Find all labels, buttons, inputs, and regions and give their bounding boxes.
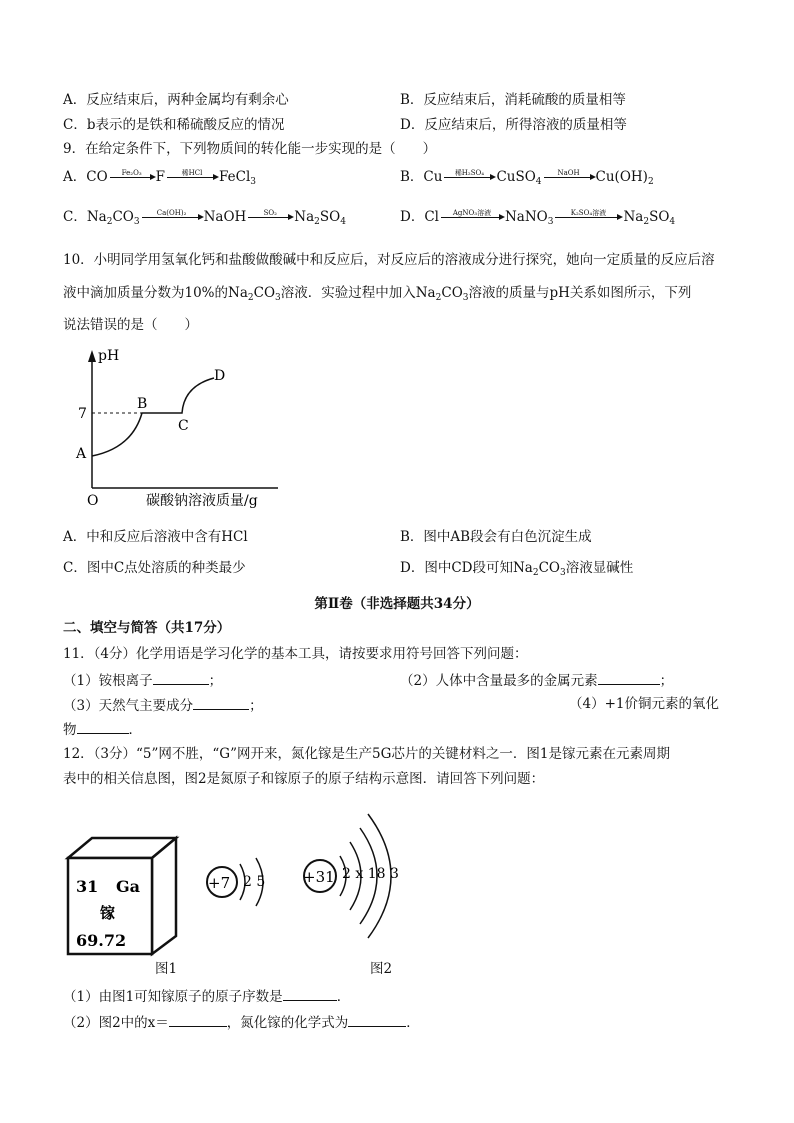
answer-blank[interactable] xyxy=(77,719,129,734)
q8-option-d: D．反应结束后，所得溶液的质量相等 xyxy=(400,117,627,133)
figure1-element-cube xyxy=(62,830,192,960)
reaction-arrow: AgNO₃溶液 xyxy=(441,209,503,226)
q10-stem-line3: 说法错误的是（ ） xyxy=(63,317,198,333)
y-axis-label: pH xyxy=(98,348,120,364)
point-d-label: D xyxy=(214,368,226,384)
element-name: 镓 xyxy=(100,904,116,922)
nitrogen-charge: +7 xyxy=(208,874,231,892)
q8-option-b: B．反应结束后，消耗硫酸的质量相等 xyxy=(400,92,626,108)
point-b-label: B xyxy=(137,396,148,412)
point-a-label: A xyxy=(76,446,87,462)
reaction-arrow: K₂SO₄溶液 xyxy=(555,209,621,226)
q11-part1: （1）铵根离子 ； xyxy=(63,670,222,690)
answer-blank[interactable] xyxy=(169,1012,227,1027)
q8-option-c: C．b表示的是铁和稀硫酸反应的情况 xyxy=(63,117,285,133)
q10-option-c: C．图中C点处溶质的种类最少 xyxy=(63,560,246,576)
nitrogen-electrons: 2 5 xyxy=(243,874,266,890)
reaction-arrow: Ca(OH)₂ xyxy=(142,209,202,226)
q8-option-a: A．反应结束后，两种金属均有剩余心 xyxy=(63,92,289,108)
ph-graph xyxy=(60,340,290,510)
q12-part1: （1）由图1可知镓原子的原子序数是 ． xyxy=(63,986,350,1006)
q9-option-c: C．$Na_2CO_3$ Ca(OH)₂ NaOH SO₂ $Na_2SO_4$ xyxy=(63,209,346,227)
part2-title: 第Ⅱ卷（非选择题共34分） xyxy=(314,596,480,612)
answer-blank[interactable] xyxy=(348,1012,406,1027)
tick-7: 7 xyxy=(78,406,87,422)
x-axis-label: 碳酸钠溶液质量/g xyxy=(146,493,258,509)
answer-blank[interactable] xyxy=(153,670,209,685)
q11-stem: 11．（4分）化学用语是学习化学的基本工具，请按要求用符号回答下列问题： xyxy=(63,646,528,662)
ph-curve xyxy=(92,378,214,456)
section-heading: 二、填空与简答（共17分） xyxy=(63,620,231,636)
origin-label: O xyxy=(87,493,99,509)
q10-option-b: B．图中AB段会有白色沉淀生成 xyxy=(400,529,592,545)
y-axis-arrow xyxy=(88,350,96,362)
atomic-number: 31 xyxy=(76,877,99,896)
q11-part4: （4）+1价铜元素的氧化 xyxy=(569,696,719,712)
q11-part3: （3）天然气主要成分 ； xyxy=(63,695,263,715)
atomic-mass: 69.72 xyxy=(76,931,127,950)
q10-stem-line1: 10．小明同学用氢氧化钙和盐酸做酸碱中和反应后，对反应后的溶液成分进行探究，她向一定质量的反应后溶 xyxy=(63,252,715,268)
point-c-label: C xyxy=(178,418,189,434)
gallium-charge: +31 xyxy=(303,868,335,886)
cube-side-face xyxy=(152,838,176,954)
q10-option-a: A．中和反应后溶液中含有HCl xyxy=(63,529,248,545)
q10-stem-line2: 液中滴加质量分数为10%的$Na_2CO_3$溶液．实验过程中加入$Na_2CO_3$溶液的质量与pH关系如图所示，下列 xyxy=(63,285,692,303)
q10-option-d: D．图中CD段可知$Na_2CO_3$溶液显碱性 xyxy=(400,560,634,578)
figure2-caption: 图2 xyxy=(370,961,393,977)
q12-part2: （2）图2中的x＝ ，氮化镓的化学式为 ． xyxy=(63,1012,420,1032)
q9-option-a: A．CO Fe₂O₃ F 稀HCl FeCl$_3$ xyxy=(63,169,257,187)
q9-option-d: D．Cl AgNO₃溶液 NaNO$_3$ K₂SO₄溶液 $Na_2SO_4$ xyxy=(400,209,676,227)
answer-blank[interactable] xyxy=(193,695,249,710)
reaction-arrow: Fe₂O₃ xyxy=(110,169,154,186)
reaction-arrow: 稀HCl xyxy=(167,169,217,186)
answer-blank[interactable] xyxy=(598,670,660,685)
reaction-arrow: 稀H₂SO₄ xyxy=(444,169,494,186)
q9-stem: 9．在给定条件下，下列物质间的转化能一步实现的是（ ） xyxy=(63,141,437,157)
q9-option-b: B．Cu 稀H₂SO₄ CuSO$_4$ NaOH $Cu(OH)_2$ xyxy=(400,169,654,187)
element-symbol: Ga xyxy=(116,877,141,896)
q11-part2: （2）人体中含量最多的金属元素 ； xyxy=(400,670,673,690)
q12-stem-line1: 12．（3分）“5”网不胜，“G”网开来，氮化镓是生产5G芯片的关键材料之一．图1是镓元素在元素周期 xyxy=(63,746,670,762)
reaction-arrow: NaOH xyxy=(544,169,594,186)
gallium-electrons: 2 x 18 3 xyxy=(342,866,399,882)
figure2-atom-structures xyxy=(200,800,420,960)
reaction-arrow: SO₂ xyxy=(248,209,292,226)
figure1-caption: 图1 xyxy=(155,961,178,977)
q12-stem-line2: 表中的相关信息图，图2是氮原子和镓原子的原子结构示意图．请回答下列问题： xyxy=(63,771,545,787)
q11-part4-cont: 物 ． xyxy=(63,719,142,739)
answer-blank[interactable] xyxy=(283,986,337,1001)
